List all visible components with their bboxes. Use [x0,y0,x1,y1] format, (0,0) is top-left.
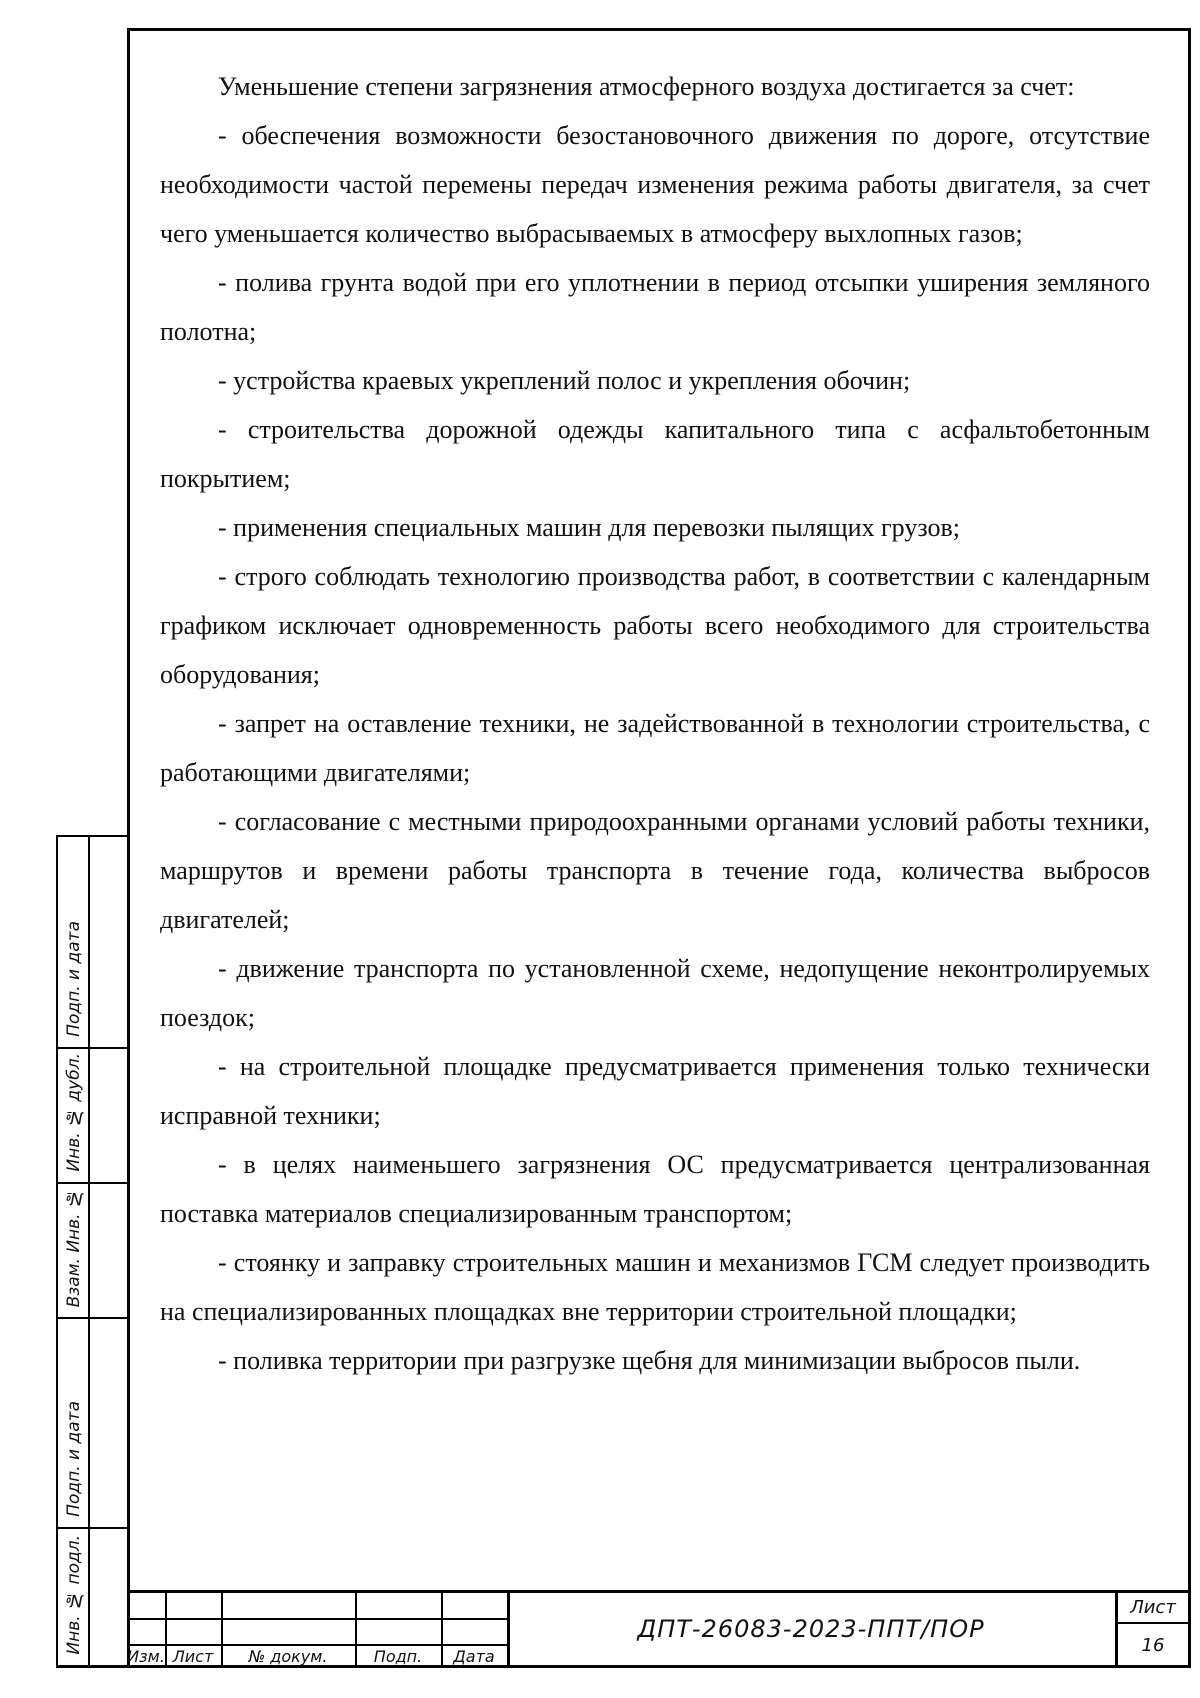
list-item: - применения специальных машин для перевозки пылящих грузов; [218,513,960,542]
list-item: - поливка территории при разгрузке щебня для минимизации выбросов пыли. [218,1346,1081,1375]
title-block [127,1590,1191,1668]
side-label-inv-orig: Инв. № подл. [64,1535,84,1655]
sheet-number: 16 [1141,1634,1165,1656]
side-label-sign-date: Подп. и дата [64,921,84,1037]
list-item: - на строительной площадке предусматривается применения только технически исправной техники; [160,1052,1150,1130]
list-item: - согласование с местными природоохранными органами условий работы техники, маршрутов и времени работы транспорта в течение года, количества выбросов двигателей; [160,807,1150,934]
list-item: - полива грунта водой при его уплотнении в период отсыпки уширения земляного полотна; [160,268,1150,346]
document-code: ДПТ-26083-2023-ППТ/ПОР [637,1615,985,1643]
stamp-col-list: Лист [172,1647,214,1666]
stamp-col-sign: Подп. [373,1647,423,1666]
document-body [160,62,1150,1385]
stamp-col-date: Дата [453,1647,495,1666]
side-cell-sign-date-1 [58,837,127,1049]
side-cell-sign-date-2 [58,1319,127,1529]
side-label-vzam-inv: Взам. Инв. № [64,1187,84,1307]
side-stamp [56,835,127,1668]
side-label-sign-date-2: Подп. и дата [64,1401,84,1517]
sheet-label: Лист [1130,1596,1176,1618]
side-cell-vzam-inv [58,1184,127,1319]
paragraph-intro: Уменьшение степени загрязнения атмосферного воздуха достигается за счет: [218,72,1075,101]
list-item: - строго соблюдать технологию производства работ, в соответствии с календарным графиком исключает одновременность работы всего необходимого для строительства оборудования; [160,562,1150,689]
list-item: - в целях наименьшего загрязнения ОС предусматривается централизованная поставка материалов специализированным транспортом; [160,1150,1150,1228]
list-item: - движение транспорта по установленной схеме, недопущение неконтролируемых поездок; [160,954,1150,1032]
side-label-inv-dup: Инв. № дубл. [64,1053,84,1172]
list-item: - запрет на оставление техники, не задействованной в технологии строительства, с работающими двигателями; [160,709,1150,787]
side-cell-inv-dup [58,1049,127,1184]
stamp-col-izm: Изм. [127,1647,165,1666]
list-item: - обеспечения возможности безостановочного движения по дороге, отсутствие необходимости частой перемены передач изменения режима работы двигателя, за счет чего уменьшается количество выбрасываемых в атмосферу выхлопных газов; [160,121,1150,248]
list-item: - строительства дорожной одежды капитального типа с асфальтобетонным покрытием; [160,415,1150,493]
side-cell-inv-orig [58,1529,127,1665]
list-item: - устройства краевых укреплений полос и укрепления обочин; [218,366,911,395]
stamp-col-doc: № докум. [248,1647,328,1666]
list-item: - стоянку и заправку строительных машин и механизмов ГСМ следует производить на специализированных площадках вне территории строительной площадки; [160,1248,1150,1326]
